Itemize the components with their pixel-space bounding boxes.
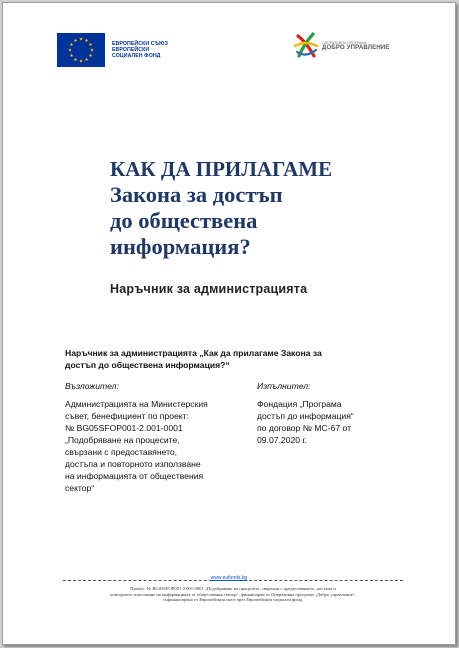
commissioner-line: на информацията от обществения [65,471,204,481]
commissioner-line: съвет, бенефициент по проект: [65,411,189,421]
handbook-description [65,347,385,371]
eu-logo-line: СОЦИАЛЕН ФОНД [112,53,161,59]
title-line: Закона за достъп [110,182,283,207]
document-title [110,156,332,260]
programme-name: ДОБРО УПРАВЛЕНИЕ [322,45,390,51]
contractor-line: 09.07.2020 г. [257,435,307,445]
document-page [2,2,456,645]
contractor-line: Фондация „Програма [257,399,342,409]
eu-flag-icon [57,33,105,67]
eufunds-link[interactable] [3,575,455,581]
document-subtitle: Наръчник за администрацията [110,282,308,296]
footer-project-text [67,586,399,603]
commissioner-column [65,380,235,494]
good-governance-text [322,41,390,51]
commissioner-line: сектор“ [65,483,95,493]
contractor-line: достъп до информация“ [257,411,354,421]
eu-logo-line: ЕВРОПЕЙСКИ СЪЮЗ [112,41,168,47]
good-governance-logo [292,28,390,64]
footer-line: съфинансирана от Европейския съюз чрез Европейския социален фонд. [162,597,304,603]
commissioner-line: „Подобряване на процесите, [65,435,180,445]
title-line: информация? [110,234,251,259]
programme-label: ОПЕРАТИВНА ПРОГРАМА [322,41,367,45]
commissioner-line: свързани с предоставянето, [65,447,178,457]
commissioner-line: Администрацията на Министерския [65,399,208,409]
eu-logo-text [112,41,168,59]
eu-logo-line: ЕВРОПЕЙСКИ [112,47,150,53]
good-governance-mark-icon [292,28,320,64]
footer-line: повторното използване на информацията от обществения сектор“, финансиран от Оперативна програма „Добро управление“, [110,591,356,597]
title-line: КАК ДА ПРИЛАГАМЕ [110,157,333,181]
title-line: до обществена [110,208,258,233]
commissioner-line: № BG05SFOP001-2.001-0001 [65,423,183,433]
contractor-line: по договор № МС-67 от [257,423,352,433]
handbook-description-line: Наръчник за администрацията „Как да прилагаме Закона за [65,348,322,358]
eufunds-link-text[interactable]: www.eufunds.bg [210,575,248,581]
contractor-heading: Изпълнител: [257,381,311,391]
contractor-column [257,380,395,446]
eu-stars-icon [57,33,105,67]
commissioner-heading: Възложител: [65,381,119,391]
commissioner-line: достъпа и повторното използване [65,459,201,469]
handbook-description-line: достъп до обществена информация?“ [65,360,230,370]
footer-line: Проект: № BG05SFOP001-2.001-0001 „Подобряване на процесите, свързани с предоставянето, достъпа и [130,586,336,591]
eu-social-fund-logo [57,33,168,67]
